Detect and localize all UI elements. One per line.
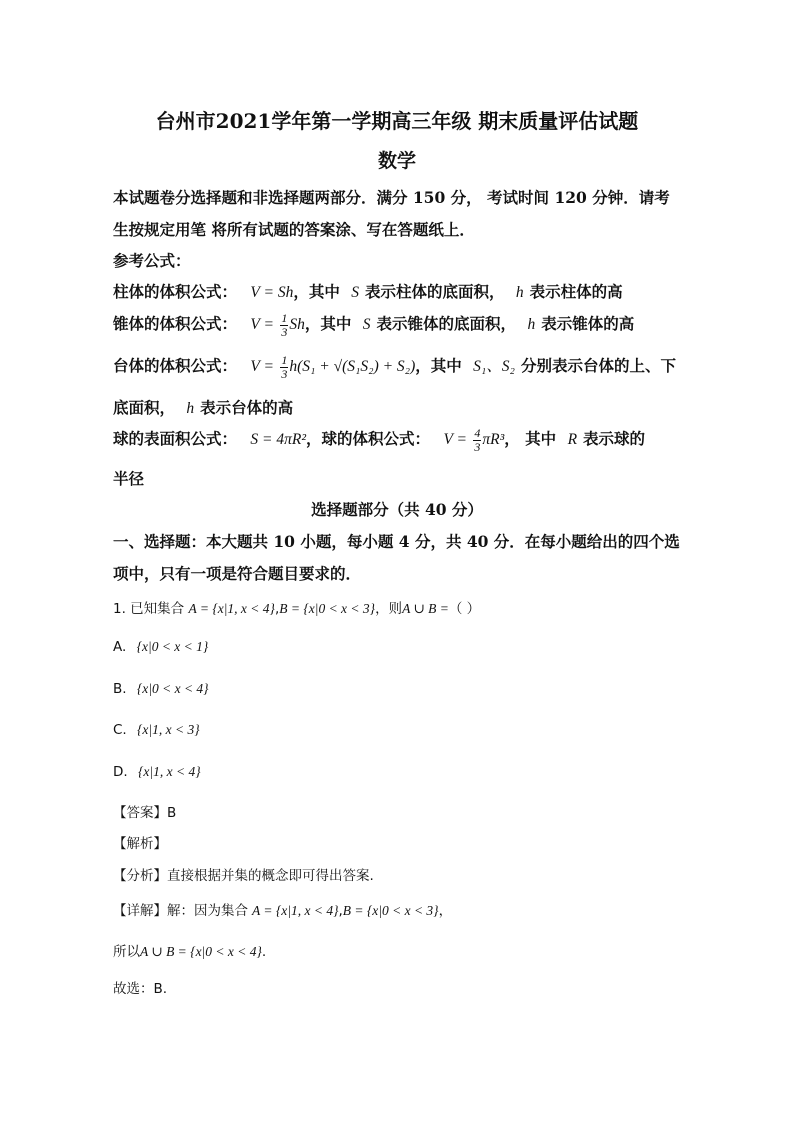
- frustum-volume-formula: [113, 351, 676, 382]
- frustum-text-2: 分别表示台体的上、下: [520, 356, 676, 375]
- frustum-rhs: h(S₁ + √(S₁S₂) + S₂): [289, 358, 416, 375]
- sphere-label: 球的表面积公式：: [113, 429, 238, 448]
- sphere-fraction: [473, 427, 481, 454]
- frustum-label: 台体的体积公式：: [113, 356, 238, 375]
- option-letter: B.: [113, 681, 127, 697]
- sphere-var-r: R: [567, 431, 578, 448]
- detail-sep: ,: [338, 903, 343, 919]
- intro-line-1: 本试题卷分选择题和非选择题两部分．满分 150 分， 考试时间 120 分钟．请考: [113, 188, 670, 207]
- q1-option-b: [113, 681, 209, 697]
- question-1-stem: [113, 597, 480, 617]
- answer-line: [113, 801, 176, 821]
- cone-frac-den: 3: [281, 324, 288, 339]
- detail-end: ，: [438, 903, 453, 919]
- detail-line: [113, 899, 452, 919]
- frustum-vars-s: S₁、S₂: [473, 358, 515, 375]
- detail-tag: 【详解】: [113, 903, 167, 919]
- q1-option-a: [113, 639, 208, 655]
- exam-title: 台州市2021学年第一学期高三年级 期末质量评估试题: [155, 109, 639, 133]
- q1-set-a: A = {x|1, x < 4}: [188, 601, 275, 616]
- q1-set-b: B = {x|0 < x < 3}: [279, 601, 376, 616]
- frustum-formula-cont: [113, 396, 293, 418]
- so-expr: A ∪ B = {x|0 < x < 4}: [140, 944, 262, 959]
- cone-lhs: V =: [250, 316, 274, 333]
- q1-stem-text: 1. 已知集合: [113, 601, 185, 617]
- q1-blank: （ ）: [448, 601, 481, 617]
- prism-expr: V = Sh: [250, 284, 294, 301]
- q1-option-d: [113, 764, 201, 780]
- prism-text-2: 表示柱体的底面积，: [365, 282, 505, 301]
- so-end: .: [261, 944, 267, 960]
- sphere-surface-expr: S = 4πR²: [250, 431, 307, 448]
- cone-fraction: [280, 312, 288, 339]
- frustum-fraction: [280, 354, 288, 381]
- cone-var-s: S: [362, 316, 371, 333]
- option-expr: {x|1, x < 3}: [137, 722, 200, 737]
- choose-line: 故选：B.: [113, 981, 168, 997]
- fenxi-text: 直接根据并集的概念即可得出答案.: [167, 868, 374, 884]
- frustum-frac-den: 3: [281, 366, 288, 381]
- q1-option-c: [113, 722, 200, 738]
- option-letter: D.: [113, 764, 128, 780]
- subject-title: 数学: [377, 150, 416, 172]
- prism-text-3: 表示柱体的高: [529, 282, 623, 301]
- so-pre: 所以: [113, 944, 140, 960]
- cone-frac-num: 1: [281, 310, 288, 325]
- sphere-formula: [113, 424, 645, 455]
- frustum-text-1: ，其中: [415, 356, 462, 375]
- q1-ask: ，则: [375, 601, 403, 617]
- sphere-text-4: 半径: [113, 469, 145, 488]
- prism-volume-formula: [113, 280, 623, 302]
- cone-var-h: h: [527, 316, 536, 333]
- option-letter: A.: [113, 639, 127, 655]
- fenxi-tag: 【分析】: [113, 868, 167, 884]
- fenxi-line: [113, 864, 374, 884]
- option-expr: {x|1, x < 4}: [137, 764, 201, 779]
- sphere-frac-den: 3: [474, 439, 481, 454]
- cone-text-3: 表示锥体的高: [541, 314, 635, 333]
- detail-set-b: B = {x|0 < x < 3}: [342, 903, 439, 918]
- frustum-var-h: h: [186, 400, 195, 417]
- sphere-text-3: 表示球的: [583, 429, 646, 448]
- sphere-text-1: ，球的体积公式：: [306, 429, 431, 448]
- sphere-frac-num: 4: [474, 425, 481, 440]
- detail-pre: 解：因为集合: [167, 903, 248, 919]
- sphere-lhs: V =: [443, 431, 467, 448]
- cone-text-2: 表示锥体的底面积，: [376, 314, 517, 333]
- frustum-text-3: 底面积，: [113, 398, 176, 417]
- prism-label: 柱体的体积公式：: [113, 282, 238, 301]
- prism-text-1: ，其中: [293, 282, 340, 301]
- frustum-text-4: 表示台体的高: [200, 398, 294, 417]
- cone-volume-formula: [113, 310, 634, 339]
- prism-var-s: S: [351, 284, 359, 301]
- option-letter: C.: [113, 722, 127, 738]
- frustum-lhs: V =: [250, 358, 274, 375]
- prism-var-h: h: [515, 284, 524, 301]
- frustum-frac-num: 1: [281, 352, 288, 367]
- section-heading: 选择题部分（共 40 分）: [311, 500, 483, 519]
- sphere-rhs: πR³: [482, 431, 505, 448]
- sphere-text-2: ， 其中: [504, 429, 557, 448]
- q1-union: A ∪ B =: [402, 601, 449, 616]
- option-expr: {x|0 < x < 1}: [136, 639, 209, 654]
- q1-sep: ,: [274, 601, 280, 617]
- option-expr: {x|0 < x < 4}: [136, 681, 209, 696]
- intro-line-2: 生按规定用笔 将所有试题的答案涂、写在答题纸上．: [113, 220, 475, 239]
- analysis-tag: 【解析】: [113, 836, 167, 852]
- conclusion-line: [113, 940, 266, 960]
- cone-rhs: Sh: [289, 316, 305, 333]
- section-desc-2: 项中，只有一项是符合题目要求的．: [113, 564, 362, 583]
- cone-text-1: ，其中: [304, 314, 352, 333]
- answer-tag: 【答案】: [113, 805, 167, 821]
- cone-label: 锥体的体积公式：: [113, 314, 238, 333]
- section-desc-1: 一、选择题：本大题共 10 小题，每小题 4 分，共 40 分．在每小题给出的四个选: [113, 532, 680, 551]
- answer-value: B: [167, 805, 177, 821]
- detail-set-a: A = {x|1, x < 4}: [252, 903, 339, 918]
- reference-formulas-label: 参考公式：: [113, 251, 191, 270]
